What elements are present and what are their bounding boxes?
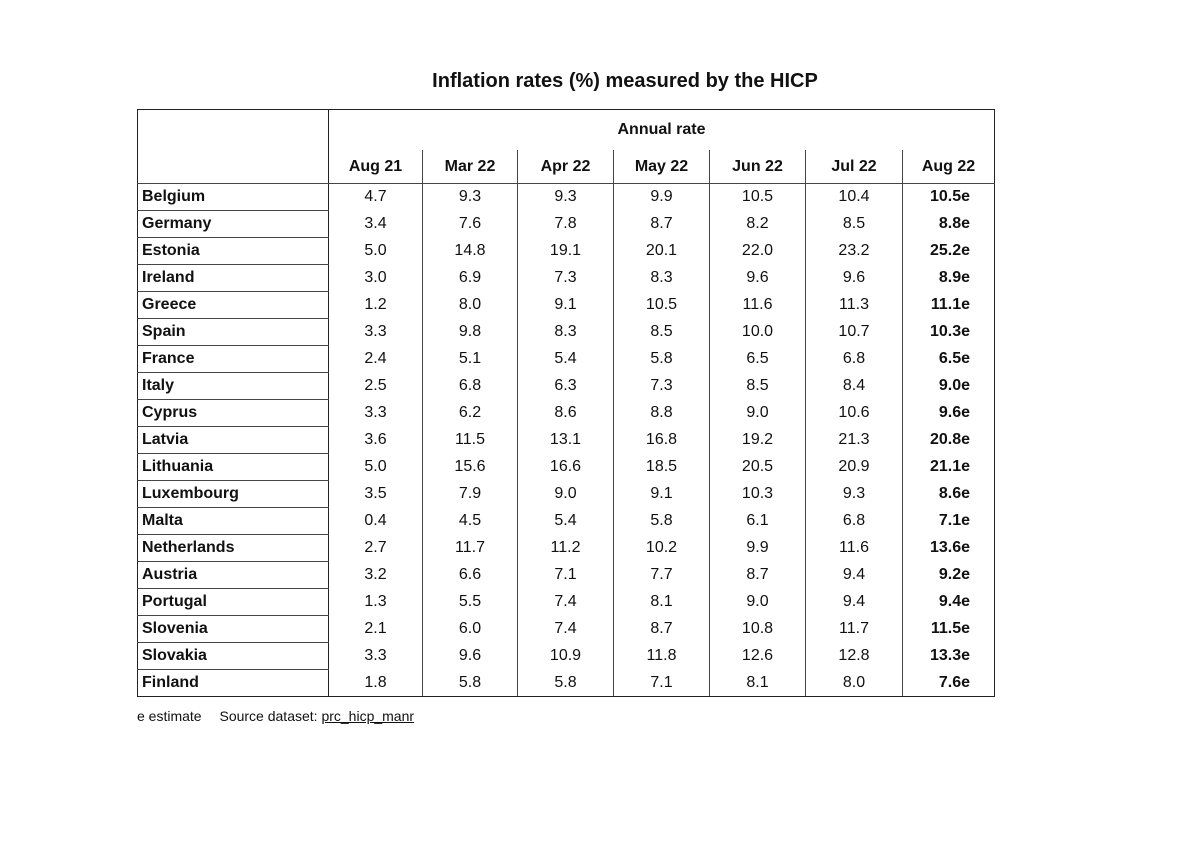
rate-cell: 7.8 [518,211,614,238]
rate-cell: 20.1 [614,238,710,265]
rate-cell: 9.0e [903,373,995,400]
table-row [138,508,995,535]
rate-cell: 9.0 [518,481,614,508]
rate-cell: 5.8 [614,508,710,535]
rate-cell: 4.5 [423,508,518,535]
rate-cell: 7.4 [518,616,614,643]
country-name: Ireland [138,265,329,292]
rate-cell: 7.6e [903,670,995,697]
rate-cell: 0.4 [329,508,423,535]
column-header: Mar 22 [423,150,518,184]
rate-cell: 5.1 [423,346,518,373]
column-header: Apr 22 [518,150,614,184]
rate-cell: 11.2 [518,535,614,562]
rate-cell: 6.1 [710,508,806,535]
column-header: May 22 [614,150,710,184]
rate-cell: 11.3 [806,292,903,319]
rate-cell: 11.1e [903,292,995,319]
rate-cell: 7.1 [518,562,614,589]
rate-cell: 9.2e [903,562,995,589]
rate-cell: 10.8 [710,616,806,643]
rate-cell: 20.9 [806,454,903,481]
rate-cell: 25.2e [903,238,995,265]
rate-cell: 9.3 [423,184,518,211]
rate-cell: 6.0 [423,616,518,643]
rate-cell: 18.5 [614,454,710,481]
table-row [138,535,995,562]
country-name: Italy [138,373,329,400]
rate-cell: 8.5 [710,373,806,400]
rate-cell: 1.8 [329,670,423,697]
rate-cell: 13.1 [518,427,614,454]
rate-cell: 9.6 [806,265,903,292]
rate-cell: 9.1 [614,481,710,508]
source-label: Source dataset: [219,708,318,724]
rate-cell: 9.4 [806,589,903,616]
rate-cell: 11.8 [614,643,710,670]
country-name: Lithuania [138,454,329,481]
rate-cell: 9.3 [518,184,614,211]
rate-cell: 7.1e [903,508,995,535]
rate-cell: 11.6 [710,292,806,319]
rate-cell: 9.6e [903,400,995,427]
table-row [138,589,995,616]
rate-cell: 22.0 [710,238,806,265]
column-header: Jun 22 [710,150,806,184]
rate-cell: 20.5 [710,454,806,481]
rate-cell: 10.5 [614,292,710,319]
rate-cell: 9.4 [806,562,903,589]
rate-cell: 9.0 [710,400,806,427]
country-name: Portugal [138,589,329,616]
rate-cell: 12.8 [806,643,903,670]
rate-cell: 16.8 [614,427,710,454]
corner-cell [138,110,329,184]
rate-cell: 12.6 [710,643,806,670]
rate-cell: 2.7 [329,535,423,562]
rate-cell: 8.4 [806,373,903,400]
rate-cell: 9.6 [710,265,806,292]
country-name: Austria [138,562,329,589]
source-dataset-link[interactable]: prc_hicp_manr [321,708,415,724]
rate-cell: 8.9e [903,265,995,292]
rate-cell: 9.6 [423,643,518,670]
table-row [138,373,995,400]
table-row [138,238,995,265]
country-name: Latvia [138,427,329,454]
rate-cell: 3.3 [329,400,423,427]
rate-cell: 3.2 [329,562,423,589]
rate-cell: 10.2 [614,535,710,562]
table-row [138,184,995,211]
rate-cell: 13.3e [903,643,995,670]
rate-cell: 9.4e [903,589,995,616]
rate-cell: 7.9 [423,481,518,508]
rate-cell: 10.0 [710,319,806,346]
country-name: Slovakia [138,643,329,670]
rate-cell: 8.8e [903,211,995,238]
rate-cell: 8.7 [614,616,710,643]
rate-cell: 11.7 [423,535,518,562]
rate-cell: 3.6 [329,427,423,454]
rate-cell: 6.8 [806,346,903,373]
rate-cell: 8.1 [710,670,806,697]
rate-cell: 21.1e [903,454,995,481]
rate-cell: 8.0 [806,670,903,697]
rate-cell: 19.2 [710,427,806,454]
rate-cell: 9.1 [518,292,614,319]
rate-cell: 8.5 [806,211,903,238]
table-body [138,184,995,697]
rate-cell: 3.3 [329,643,423,670]
country-name: Germany [138,211,329,238]
rate-cell: 6.6 [423,562,518,589]
rate-cell: 8.6e [903,481,995,508]
country-name: Greece [138,292,329,319]
table-row [138,211,995,238]
country-name: Belgium [138,184,329,211]
rate-cell: 8.6 [518,400,614,427]
table-row [138,427,995,454]
rate-cell: 6.5 [710,346,806,373]
rate-cell: 10.9 [518,643,614,670]
rate-cell: 7.1 [614,670,710,697]
column-header: Jul 22 [806,150,903,184]
rate-cell: 11.5 [423,427,518,454]
rate-cell: 3.0 [329,265,423,292]
table-row [138,454,995,481]
rate-cell: 20.8e [903,427,995,454]
rate-cell: 21.3 [806,427,903,454]
rate-cell: 10.5e [903,184,995,211]
table-row [138,346,995,373]
rate-cell: 5.8 [614,346,710,373]
rate-cell: 11.7 [806,616,903,643]
table-row [138,670,995,697]
column-header: Aug 22 [903,150,995,184]
table-row [138,400,995,427]
rate-cell: 5.4 [518,508,614,535]
table-row [138,643,995,670]
table-row [138,481,995,508]
country-name: Estonia [138,238,329,265]
rate-cell: 19.1 [518,238,614,265]
rate-cell: 2.1 [329,616,423,643]
table-row [138,616,995,643]
rate-cell: 7.3 [518,265,614,292]
rate-cell: 3.3 [329,319,423,346]
rate-cell: 15.6 [423,454,518,481]
rate-cell: 10.5 [710,184,806,211]
rate-cell: 2.4 [329,346,423,373]
rate-cell: 8.5 [614,319,710,346]
rate-cell: 9.9 [710,535,806,562]
country-name: Slovenia [138,616,329,643]
table-row [138,319,995,346]
rate-cell: 8.3 [614,265,710,292]
rate-cell: 6.5e [903,346,995,373]
rate-cell: 11.6 [806,535,903,562]
rate-cell: 6.8 [423,373,518,400]
country-name: Spain [138,319,329,346]
column-header: Aug 21 [329,150,423,184]
rate-cell: 5.0 [329,454,423,481]
rate-cell: 6.3 [518,373,614,400]
rate-cell: 11.5e [903,616,995,643]
rate-cell: 8.1 [614,589,710,616]
rate-cell: 3.5 [329,481,423,508]
rate-cell: 7.3 [614,373,710,400]
rate-cell: 1.3 [329,589,423,616]
rate-cell: 1.2 [329,292,423,319]
rate-cell: 6.8 [806,508,903,535]
rate-cell: 5.4 [518,346,614,373]
rate-cell: 16.6 [518,454,614,481]
rate-cell: 2.5 [329,373,423,400]
rate-cell: 10.6 [806,400,903,427]
rate-cell: 3.4 [329,211,423,238]
table-row [138,292,995,319]
rate-cell: 8.3 [518,319,614,346]
rate-cell: 13.6e [903,535,995,562]
rate-cell: 9.3 [806,481,903,508]
rate-cell: 7.4 [518,589,614,616]
annual-rate-header: Annual rate [329,110,995,151]
country-name: Netherlands [138,535,329,562]
rate-cell: 5.0 [329,238,423,265]
table-row [138,265,995,292]
rate-cell: 10.7 [806,319,903,346]
rate-cell: 9.9 [614,184,710,211]
country-name: Finland [138,670,329,697]
rate-cell: 4.7 [329,184,423,211]
rate-cell: 8.7 [614,211,710,238]
rate-cell: 10.3e [903,319,995,346]
rate-cell: 9.0 [710,589,806,616]
rate-cell: 8.7 [710,562,806,589]
rate-cell: 7.6 [423,211,518,238]
table-title: Inflation rates (%) measured by the HICP [432,70,818,92]
inflation-table [137,109,995,697]
rate-cell: 10.3 [710,481,806,508]
country-name: Malta [138,508,329,535]
rate-cell: 10.4 [806,184,903,211]
rate-cell: 8.0 [423,292,518,319]
rate-cell: 5.8 [423,670,518,697]
rate-cell: 14.8 [423,238,518,265]
table-row [138,562,995,589]
country-name: France [138,346,329,373]
rate-cell: 23.2 [806,238,903,265]
rate-cell: 6.9 [423,265,518,292]
rate-cell: 9.8 [423,319,518,346]
estimate-note: e estimate [137,708,202,724]
country-name: Cyprus [138,400,329,427]
rate-cell: 8.2 [710,211,806,238]
rate-cell: 8.8 [614,400,710,427]
rate-cell: 6.2 [423,400,518,427]
footnote [137,708,414,724]
rate-cell: 5.8 [518,670,614,697]
rate-cell: 5.5 [423,589,518,616]
country-name: Luxembourg [138,481,329,508]
rate-cell: 7.7 [614,562,710,589]
